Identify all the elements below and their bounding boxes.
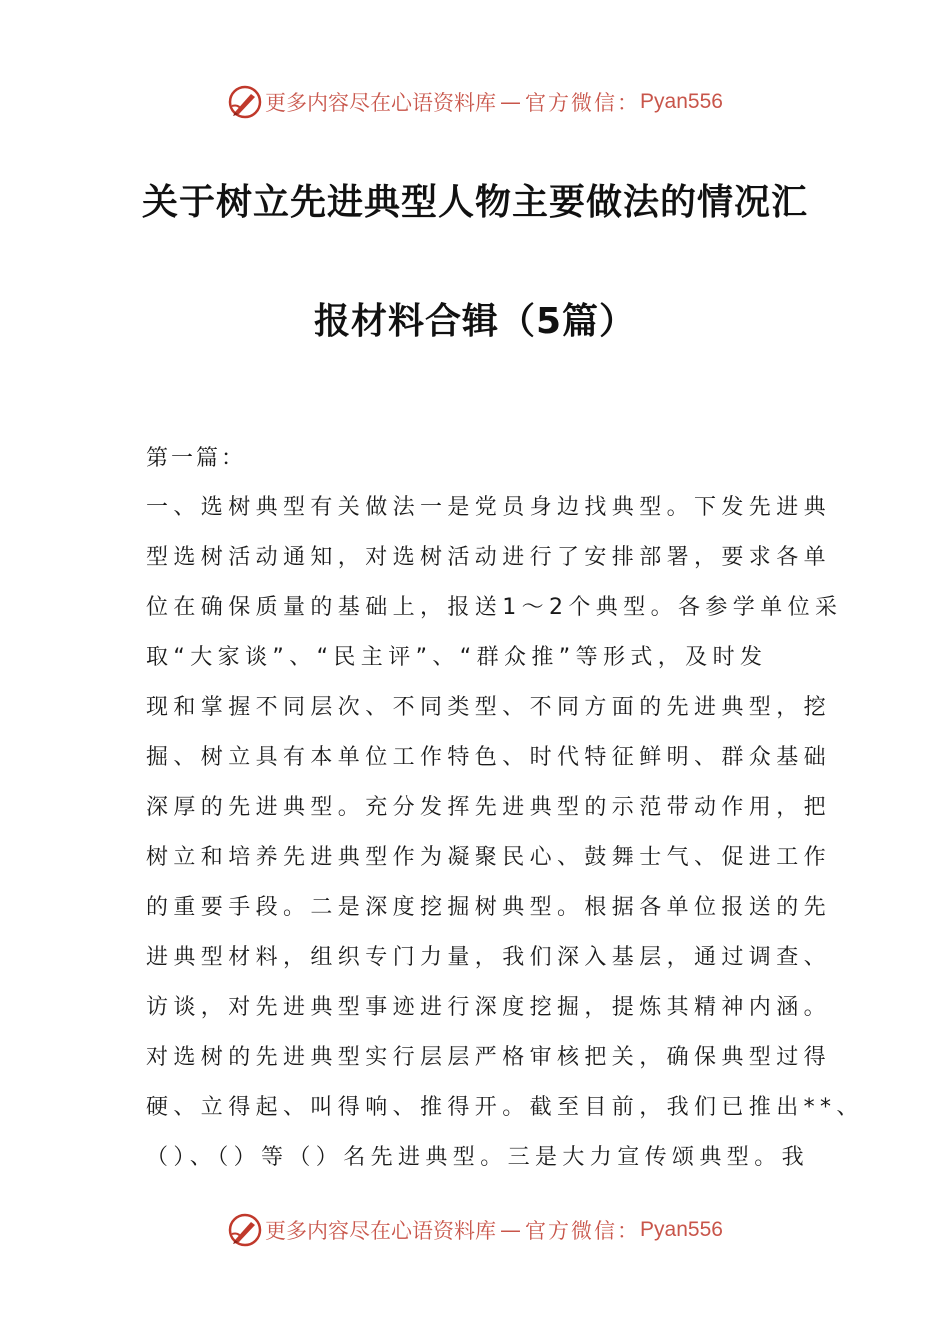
body-line: 掘、树立具有本单位工作特色、时代特征鲜明、群众基础 xyxy=(146,745,832,770)
body-line: 现和掌握不同层次、不同类型、不同方面的先进典型，挖 xyxy=(146,695,832,720)
body-line: 型选树活动通知，对选树活动进行了安排部署，要求各单 xyxy=(146,545,832,570)
watermark-wechat-id: Pyan556 xyxy=(640,90,723,113)
body-line: （）、（）等（）名先进典型。三是大力宣传颂典型。我 xyxy=(146,1145,810,1170)
watermark-separator: — xyxy=(500,1218,522,1242)
document-title-line-1: 关于树立先进典型人物主要做法的情况汇 xyxy=(141,182,808,223)
watermark-banner-top xyxy=(0,82,950,122)
watermark-separator: — xyxy=(500,90,522,114)
section-label: 第一篇： xyxy=(146,446,247,471)
watermark-wechat-label: 官方微信： xyxy=(525,1219,641,1243)
watermark-wechat-id: Pyan556 xyxy=(640,1218,723,1241)
body-line: 树立和培养先进典型作为凝聚民心、鼓舞士气、促进工作 xyxy=(146,845,832,870)
pen-logo-icon xyxy=(227,84,263,120)
body-line: 进典型材料，组织专门力量，我们深入基层，通过调查、 xyxy=(146,945,832,970)
body-line: 一、选树典型有关做法一是党员身边找典型。下发先进典 xyxy=(146,495,832,520)
body-line: 位在确保质量的基础上，报送1～2个典型。各参学单位采 xyxy=(146,595,843,620)
watermark-brand: 更多内容尽在心语资料库 xyxy=(265,1219,497,1243)
watermark-wechat-label: 官方微信： xyxy=(525,91,641,115)
watermark-banner-bottom xyxy=(0,1210,950,1250)
body-line: 硬、立得起、叫得响、推得开。截至目前，我们已推出**、 xyxy=(146,1095,864,1120)
body-line: 对选树的先进典型实行层层严格审核把关，确保典型过得 xyxy=(146,1045,832,1070)
watermark-brand: 更多内容尽在心语资料库 xyxy=(265,91,497,115)
body-line: 访谈，对先进典型事迹进行深度挖掘，提炼其精神内涵。 xyxy=(146,995,832,1020)
body-line: 深厚的先进典型。充分发挥先进典型的示范带动作用，把 xyxy=(146,795,832,820)
body-line: 取“大家谈”、“民主评”、“群众推”等形式，及时发 xyxy=(146,645,768,670)
body-line: 的重要手段。二是深度挖掘树典型。根据各单位报送的先 xyxy=(146,895,832,920)
pen-logo-icon xyxy=(227,1212,263,1248)
document-title-line-2: 报材料合辑（5篇） xyxy=(313,301,637,342)
